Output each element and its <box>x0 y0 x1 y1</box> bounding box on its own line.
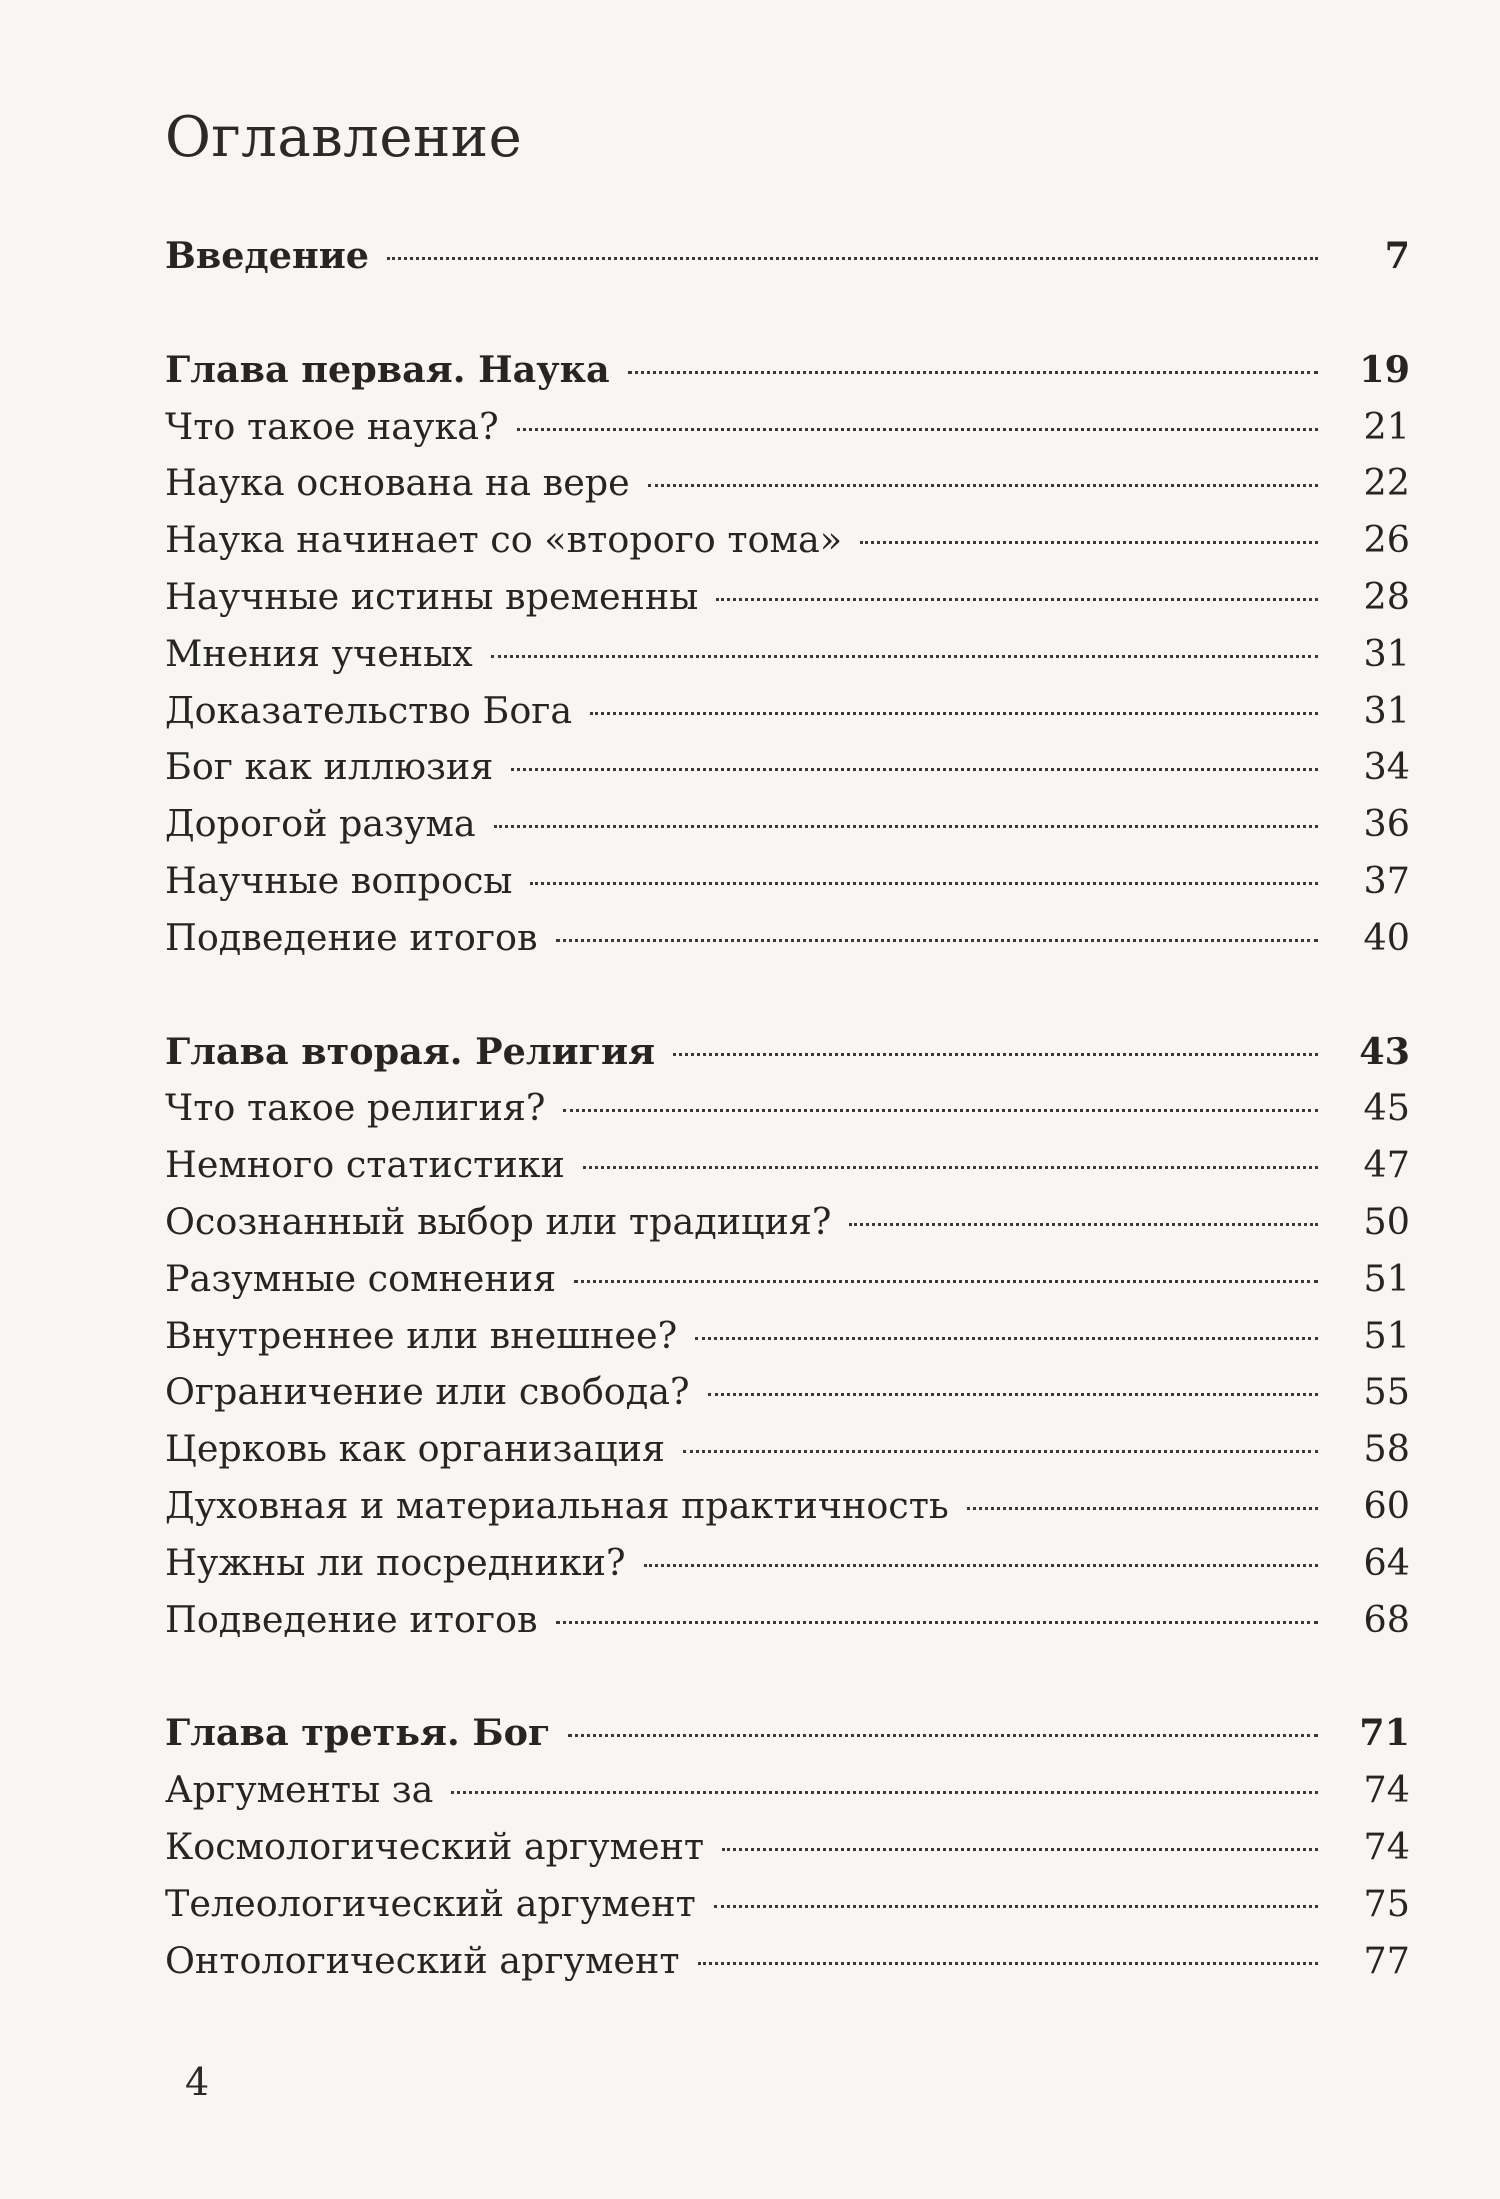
dot-leader <box>590 712 1318 715</box>
dot-leader <box>511 768 1318 771</box>
dot-leader <box>568 1734 1318 1737</box>
entry-page-number: 21 <box>1363 404 1410 448</box>
dot-leader <box>695 1337 1318 1340</box>
entry-title: Введение <box>165 234 369 277</box>
entry-page-number: 55 <box>1363 1370 1410 1414</box>
toc-entry <box>165 512 1410 569</box>
entry-page-number: 31 <box>1363 631 1410 675</box>
toc-entry <box>165 626 1410 683</box>
toc-chapter-entry <box>165 1024 1410 1081</box>
entry-page-number: 51 <box>1363 1256 1410 1300</box>
entry-title: Церковь как организация <box>165 1427 665 1471</box>
entry-title: Наука основана на вере <box>165 461 630 505</box>
dot-leader <box>698 1962 1318 1965</box>
toc-entry <box>165 1592 1410 1649</box>
dot-leader <box>451 1791 1318 1794</box>
toc-entry <box>165 1308 1410 1365</box>
table-of-contents <box>165 228 1410 1989</box>
toc-entry <box>165 796 1410 853</box>
dot-leader <box>583 1166 1318 1169</box>
toc-entry <box>165 1194 1410 1251</box>
entry-title: Бог как иллюзия <box>165 745 494 789</box>
entry-page-number: 64 <box>1363 1540 1410 1584</box>
toc-entry <box>165 1251 1410 1308</box>
toc-entry <box>165 683 1410 740</box>
entry-title: Нужны ли посредники? <box>165 1540 626 1584</box>
toc-entry <box>165 1421 1410 1478</box>
dot-leader <box>494 825 1318 828</box>
entry-title: Наука начинает со «второго тома» <box>165 518 843 562</box>
entry-page-number: 75 <box>1363 1881 1410 1925</box>
page-title: Оглавление <box>165 105 523 170</box>
entry-page-number: 31 <box>1363 688 1410 732</box>
dot-leader <box>644 1564 1318 1567</box>
dot-leader <box>849 1223 1318 1226</box>
dot-leader <box>860 541 1318 544</box>
toc-section <box>165 1024 1410 1649</box>
entry-page-number: 22 <box>1363 461 1410 505</box>
toc-chapter-entry <box>165 342 1410 399</box>
toc-entry <box>165 1364 1410 1421</box>
page-number: 4 <box>185 2060 210 2104</box>
entry-page-number: 74 <box>1363 1824 1410 1868</box>
dot-leader <box>387 257 1318 260</box>
toc-section <box>165 228 1410 285</box>
toc-entry <box>165 739 1410 796</box>
entry-page-number: 19 <box>1359 347 1410 391</box>
entry-title: Доказательство Бога <box>165 688 573 732</box>
entry-page-number: 26 <box>1363 518 1410 562</box>
entry-page-number: 58 <box>1363 1427 1410 1471</box>
entry-title: Духовная и материальная практичность <box>165 1483 949 1527</box>
entry-page-number: 51 <box>1363 1313 1410 1357</box>
entry-page-number: 50 <box>1363 1199 1410 1243</box>
toc-chapter-entry <box>165 1705 1410 1762</box>
entry-page-number: 28 <box>1363 574 1410 618</box>
dot-leader <box>517 428 1318 431</box>
toc-chapter-entry <box>165 228 1410 285</box>
entry-title: Аргументы за <box>165 1768 434 1812</box>
toc-entry <box>165 910 1410 967</box>
dot-leader <box>708 1393 1318 1396</box>
entry-page-number: 74 <box>1363 1768 1410 1812</box>
entry-title: Внутреннее или внешнее? <box>165 1313 678 1357</box>
dot-leader <box>716 598 1318 601</box>
dot-leader <box>530 882 1318 885</box>
entry-title: Подведение итогов <box>165 1597 538 1641</box>
toc-entry <box>165 455 1410 512</box>
toc-entry <box>165 569 1410 626</box>
entry-title: Дорогой разума <box>165 802 476 846</box>
toc-section <box>165 342 1410 967</box>
toc-entry <box>165 1819 1410 1876</box>
entry-title: Осознанный выбор или традиция? <box>165 1199 832 1243</box>
toc-entry <box>165 1137 1410 1194</box>
entry-title: Ограничение или свобода? <box>165 1370 690 1414</box>
entry-title: Глава первая. Наука <box>165 347 610 391</box>
entry-title: Разумные сомнения <box>165 1256 557 1300</box>
entry-page-number: 47 <box>1363 1143 1410 1187</box>
dot-leader <box>556 1621 1318 1624</box>
toc-entry <box>165 1478 1410 1535</box>
entry-page-number: 71 <box>1359 1711 1410 1755</box>
entry-page-number: 68 <box>1363 1597 1410 1641</box>
dot-leader <box>722 1848 1318 1851</box>
dot-leader <box>563 1109 1318 1112</box>
entry-title: Онтологический аргумент <box>165 1938 680 1982</box>
entry-page-number: 40 <box>1363 915 1410 959</box>
dot-leader <box>556 939 1318 942</box>
entry-page-number: 77 <box>1363 1938 1410 1982</box>
entry-title: Подведение итогов <box>165 915 538 959</box>
entry-title: Глава вторая. Религия <box>165 1029 656 1073</box>
entry-title: Мнения ученых <box>165 631 473 675</box>
entry-title: Глава третья. Бог <box>165 1711 551 1755</box>
entry-title: Космологический аргумент <box>165 1824 705 1868</box>
entry-page-number: 36 <box>1363 802 1410 846</box>
entry-title: Телеологический аргумент <box>165 1881 696 1925</box>
dot-leader <box>648 484 1318 487</box>
dot-leader <box>574 1280 1318 1283</box>
dot-leader <box>491 655 1318 658</box>
entry-page-number: 45 <box>1363 1086 1410 1130</box>
toc-entry <box>165 1876 1410 1933</box>
entry-title: Что такое наука? <box>165 404 499 448</box>
entry-title: Научные вопросы <box>165 858 513 902</box>
toc-entry <box>165 1535 1410 1592</box>
dot-leader <box>673 1053 1318 1056</box>
entry-page-number: 34 <box>1363 745 1410 789</box>
toc-entry <box>165 853 1410 910</box>
entry-page-number: 60 <box>1363 1483 1410 1527</box>
entry-title: Что такое религия? <box>165 1086 546 1130</box>
entry-page-number: 37 <box>1363 858 1410 902</box>
dot-leader <box>683 1450 1318 1453</box>
entry-title: Научные истины временны <box>165 574 699 618</box>
entry-page-number: 43 <box>1359 1029 1410 1073</box>
toc-entry <box>165 399 1410 456</box>
toc-entry <box>165 1933 1410 1990</box>
entry-title: Немного статистики <box>165 1143 565 1187</box>
toc-entry <box>165 1762 1410 1819</box>
toc-entry <box>165 1080 1410 1137</box>
entry-page-number: 7 <box>1384 234 1410 277</box>
dot-leader <box>967 1507 1318 1510</box>
dot-leader <box>714 1905 1318 1908</box>
toc-section <box>165 1705 1410 1989</box>
dot-leader <box>628 371 1318 374</box>
